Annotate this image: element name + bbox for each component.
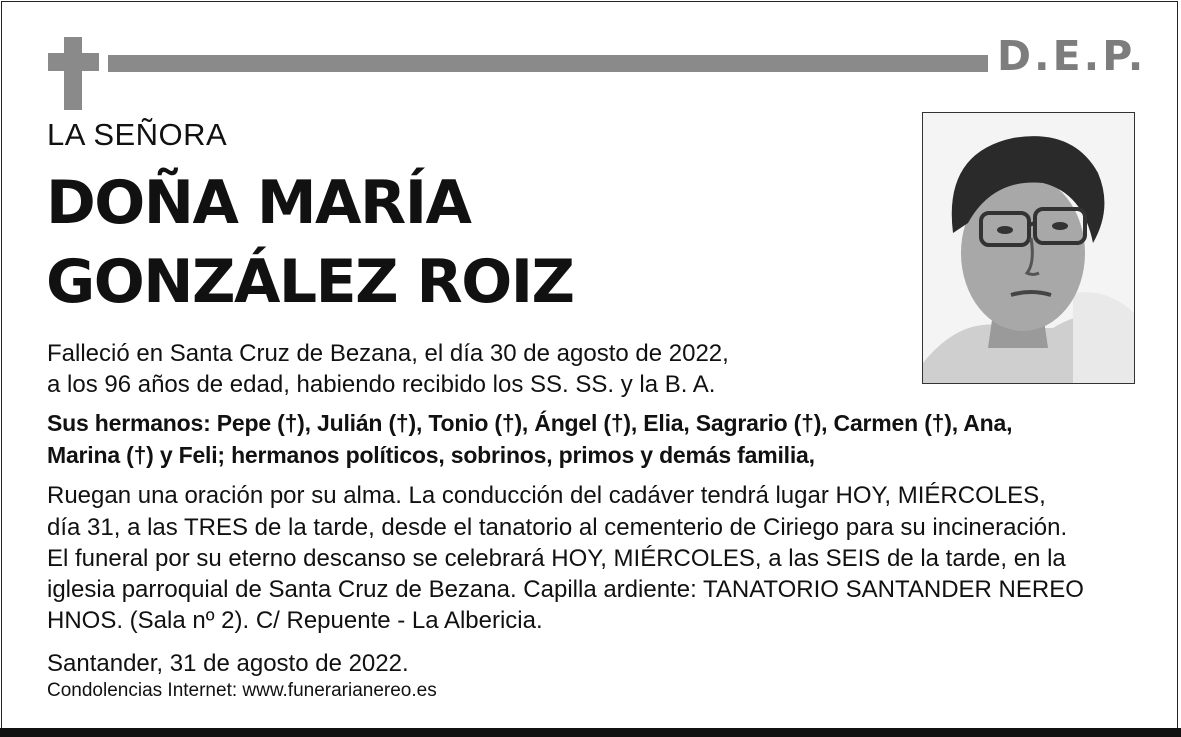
family-line-2: Marina (†) y Feli; hermanos políticos, sobrinos, primos y demás familia, (47, 442, 815, 468)
body-line-4: iglesia parroquial de Santa Cruz de Bezana. Capilla ardiente: TANATORIO SANTANDER NEREO (47, 576, 1084, 603)
honorific: LA SEÑORA (47, 117, 228, 152)
condolences-line: Condolencias Internet: www.funerarianereo.es (47, 680, 437, 701)
body-line-1: Ruegan una oración por su alma. La conducción del cadáver tendrá lugar HOY, MIÉRCOLES, (47, 482, 1046, 509)
bottom-rule (0, 728, 1181, 737)
place-date: Santander, 31 de agosto de 2022. (47, 650, 409, 677)
death-line-2: a los 96 años de edad, habiendo recibido los SS. SS. y la B. A. (47, 371, 716, 398)
body-line-3: El funeral por su eterno descanso se celebrará HOY, MIÉRCOLES, a las SEIS de la tarde, en la (47, 545, 1066, 572)
family-line-1: Sus hermanos: Pepe (†), Julián (†), Tonio (†), Ángel (†), Elia, Sagrario (†), Carmen (†), Ana, (47, 410, 1013, 436)
body-line-5: HNOS. (Sala nº 2). C/ Repuente - La Albericia. (47, 607, 543, 634)
body-line-2: día 31, a las TRES de la tarde, desde el tanatorio al cementerio de Ciriego para su incineración. (47, 514, 1068, 541)
header-rule (108, 55, 988, 72)
cross-icon (64, 37, 82, 110)
deceased-name-line-1: DOÑA MARÍA (46, 168, 471, 238)
portrait-photo (922, 112, 1135, 384)
cross-icon-arm (48, 53, 99, 71)
deceased-name-line-2: GONZÁLEZ ROIZ (46, 247, 574, 317)
dep-label: D.E.P. (997, 32, 1147, 80)
death-line-1: Falleció en Santa Cruz de Bezana, el día 30 de agosto de 2022, (47, 340, 729, 367)
